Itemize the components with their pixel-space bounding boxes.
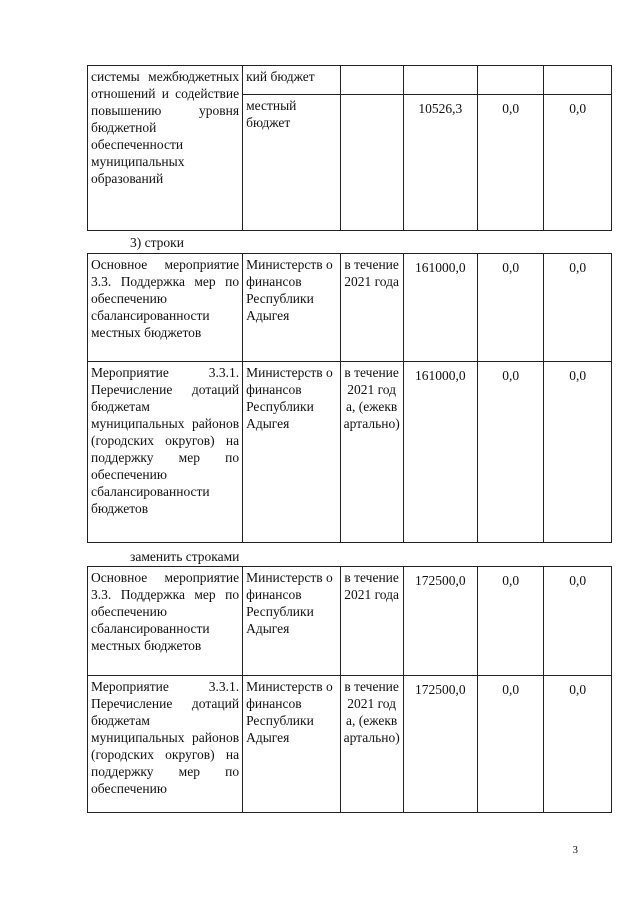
period: в течение 2021 года xyxy=(340,567,403,676)
measure-name: Мероприятие 3.3.1. Перечисление дотаций бюджетам муниципальных районов (городских округов) на поддержку мер по обеспечению xyxy=(88,676,243,813)
value-cell: 0,0 xyxy=(569,101,587,116)
value-cell: 0,0 xyxy=(502,101,520,116)
table-row xyxy=(88,362,612,543)
value-cell: 172500,0 xyxy=(403,567,477,676)
table-old-rows xyxy=(87,253,612,543)
value2-cell xyxy=(477,66,543,231)
period-cell xyxy=(340,66,403,231)
value-cell: 172500,0 xyxy=(403,676,477,813)
value-cell: 0,0 xyxy=(544,567,612,676)
page-number: 3 xyxy=(572,844,578,856)
value-cell: 161000,0 xyxy=(403,362,477,543)
table-continuation xyxy=(87,65,612,231)
table-row xyxy=(88,66,612,231)
value3-cell xyxy=(544,66,612,231)
measure-name: Основное мероприятие 3.3. Поддержка мер по обеспечению сбалансированности местных бюджетов xyxy=(88,567,243,676)
period: в течение 2021 года xyxy=(340,254,403,362)
funding-source-bottom: местный бюджет xyxy=(246,98,297,130)
value-cell: 0,0 xyxy=(477,254,543,362)
value-cell: 0,0 xyxy=(477,676,543,813)
value-cell: 0,0 xyxy=(477,362,543,543)
table-new-rows xyxy=(87,566,612,813)
period: в течение 2021 года, (ежеквартально) xyxy=(340,362,403,543)
value-cell: 161000,0 xyxy=(403,254,477,362)
funding-source-cell xyxy=(243,66,340,231)
value1-cell xyxy=(403,66,477,231)
value-cell: 0,0 xyxy=(544,254,612,362)
table-row xyxy=(88,567,612,676)
rows-label: 3) строки xyxy=(130,235,184,250)
value-cell: 10526,3 xyxy=(418,101,463,116)
value-cell: 0,0 xyxy=(544,362,612,543)
executor: Министерств о финансов Республики Адыгея xyxy=(243,676,340,813)
measure-name: Мероприятие 3.3.1. Перечисление дотаций бюджетам муниципальных районов (городских округов) на поддержку мер по обеспечению сбалансированности бюджетов xyxy=(88,362,243,543)
executor: Министерств о финансов Республики Адыгея xyxy=(243,362,340,543)
value-cell: 0,0 xyxy=(544,676,612,813)
measure-name: Основное мероприятие 3.3. Поддержка мер по обеспечению сбалансированности местных бюджетов xyxy=(88,254,243,362)
measure-description: системы межбюджетных отношений и содействие повышению уровня бюджетной обеспеченности муниципальных образований xyxy=(88,66,243,231)
executor: Министерств о финансов Республики Адыгея xyxy=(243,567,340,676)
executor: Министерств о финансов Республики Адыгея xyxy=(243,254,340,362)
replace-label: заменить строками xyxy=(130,549,240,564)
funding-source-top: кий бюджет xyxy=(243,66,339,95)
table-row xyxy=(88,676,612,813)
table-row xyxy=(88,254,612,362)
value-cell: 0,0 xyxy=(477,567,543,676)
period: в течение 2021 года, (ежеквартально) xyxy=(340,676,403,813)
